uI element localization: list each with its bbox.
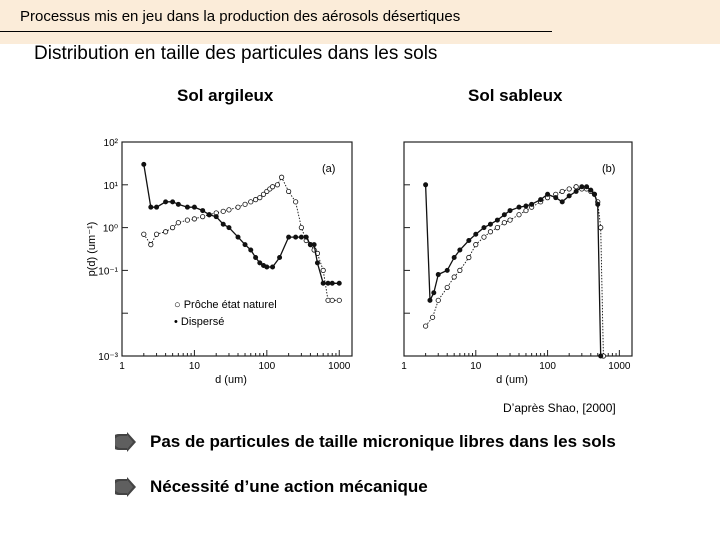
data-point-disperse (482, 226, 486, 230)
x-tick-label: 100 (539, 361, 556, 372)
slide-subtitle: Distribution en taille des particules dans les sols (34, 43, 438, 64)
data-point-disperse (589, 188, 593, 192)
data-point-disperse (436, 272, 440, 276)
data-point-naturel (508, 218, 512, 222)
data-point-disperse (524, 204, 528, 208)
data-point-disperse (580, 185, 584, 189)
x-tick-label: 1 (401, 361, 407, 372)
data-point-disperse (517, 205, 521, 209)
series-line-disperse (426, 185, 601, 356)
data-point-disperse (432, 291, 436, 295)
data-point-disperse (428, 298, 432, 302)
data-point-disperse (592, 192, 596, 196)
data-point-naturel (337, 298, 341, 302)
data-point-naturel (236, 205, 240, 209)
data-point-naturel (321, 268, 325, 272)
data-point-naturel (330, 298, 334, 302)
arrow-right-circle-icon (115, 477, 137, 497)
data-point-disperse (243, 243, 247, 247)
data-point-disperse (265, 265, 269, 269)
data-point-disperse (326, 281, 330, 285)
data-point-disperse (560, 200, 564, 204)
data-point-naturel (200, 214, 204, 218)
data-point-disperse (227, 226, 231, 230)
data-point-disperse (458, 248, 462, 252)
x-tick-label: 10 (188, 361, 200, 372)
data-point-disperse (294, 235, 298, 239)
data-point-naturel (567, 187, 571, 191)
data-point-disperse (596, 202, 600, 206)
data-point-naturel (293, 200, 297, 204)
data-point-disperse (214, 215, 218, 219)
bullet-text-2: Nécessité d’une action mécanique (150, 477, 428, 496)
data-point-naturel (474, 242, 478, 246)
data-point-naturel (495, 225, 499, 229)
data-point-naturel (275, 183, 279, 187)
arrow-right-circle-icon (115, 432, 137, 452)
panel-title-argileux: Sol argileux (177, 86, 274, 105)
data-point-disperse (221, 222, 225, 226)
header-title: Processus mis en jeu dans la production des aérosols désertiques (20, 8, 461, 25)
data-point-naturel (482, 235, 486, 239)
data-point-disperse (277, 255, 281, 259)
panel-label: (b) (602, 163, 616, 175)
data-point-naturel (326, 298, 330, 302)
bullet-2 (115, 477, 428, 497)
data-point-disperse (171, 200, 175, 204)
x-tick-label: 1 (119, 361, 125, 372)
data-point-disperse (258, 261, 262, 265)
data-point-naturel (502, 221, 506, 225)
data-point-naturel (221, 209, 225, 213)
data-point-disperse (299, 235, 303, 239)
legend-entry: • Dispersé (174, 316, 225, 328)
data-point-naturel (488, 230, 492, 234)
data-point-naturel (517, 213, 521, 217)
data-point-disperse (207, 213, 211, 217)
x-tick-label: 1000 (328, 361, 351, 372)
data-point-naturel (149, 242, 153, 246)
data-point-disperse (192, 205, 196, 209)
data-point-disperse (330, 281, 334, 285)
data-point-disperse (495, 218, 499, 222)
plot-frame-0 (122, 142, 352, 356)
data-point-disperse (270, 265, 274, 269)
data-point-disperse (424, 183, 428, 187)
data-point-disperse (315, 261, 319, 265)
data-point-disperse (599, 354, 603, 358)
source-citation: D’après Shao, [2000] (503, 401, 616, 415)
data-point-naturel (142, 232, 146, 236)
data-point-naturel (436, 298, 440, 302)
data-point-naturel (599, 225, 603, 229)
data-point-disperse (201, 208, 205, 212)
data-point-naturel (423, 324, 427, 328)
data-point-disperse (508, 208, 512, 212)
data-point-naturel (227, 208, 231, 212)
data-point-disperse (567, 194, 571, 198)
y-tick-label: 10¹ (103, 180, 118, 192)
data-point-naturel (560, 189, 564, 193)
data-point-disperse (154, 205, 158, 209)
data-point-disperse (304, 235, 308, 239)
data-point-disperse (445, 268, 449, 272)
data-point-disperse (502, 213, 506, 217)
data-point-disperse (574, 189, 578, 193)
data-point-disperse (467, 238, 471, 242)
data-point-naturel (185, 218, 189, 222)
data-point-naturel (524, 208, 528, 212)
data-point-naturel (458, 268, 462, 272)
x-axis-label: d (um) (496, 374, 528, 386)
data-point-naturel (243, 202, 247, 206)
bullet-text-1: Pas de particules de taille micronique libres dans les sols (150, 432, 616, 451)
data-point-naturel (163, 230, 167, 234)
y-tick-label: 10⁻³ (98, 352, 118, 363)
data-point-disperse (236, 235, 240, 239)
data-point-disperse (185, 205, 189, 209)
data-point-naturel (249, 200, 253, 204)
series-line-naturel (426, 187, 604, 356)
data-point-disperse (337, 281, 341, 285)
data-point-disperse (539, 198, 543, 202)
data-point-naturel (192, 217, 196, 221)
data-point-naturel (176, 221, 180, 225)
data-point-disperse (474, 232, 478, 236)
data-point-naturel (452, 275, 456, 279)
y-tick-label: 10² (103, 138, 118, 149)
data-point-naturel (286, 189, 290, 193)
data-point-disperse (321, 281, 325, 285)
data-point-naturel (574, 185, 578, 189)
data-point-disperse (488, 222, 492, 226)
data-point-disperse (312, 243, 316, 247)
x-tick-label: 10 (470, 361, 482, 372)
data-point-disperse (163, 200, 167, 204)
data-point-naturel (253, 197, 257, 201)
data-point-naturel (279, 175, 283, 179)
data-point-disperse (530, 202, 534, 206)
y-tick-label: 10⁻¹ (98, 266, 118, 278)
data-point-disperse (545, 192, 549, 196)
plot-frame-1 (404, 142, 632, 356)
panel-label: (a) (322, 163, 336, 175)
legend-entry: ○ Prôche état naturel (174, 299, 277, 311)
data-point-naturel (154, 232, 158, 236)
y-tick-label: 10⁰ (102, 223, 118, 235)
y-axis-label: p(d) (um⁻¹) (86, 221, 98, 277)
data-point-naturel (270, 185, 274, 189)
data-point-naturel (445, 285, 449, 289)
data-point-disperse (554, 196, 558, 200)
x-tick-label: 1000 (608, 361, 631, 372)
series-line-disperse (144, 164, 339, 283)
bullet-1 (115, 432, 616, 452)
series-line-naturel (144, 177, 339, 300)
data-point-disperse (142, 162, 146, 166)
x-tick-label: 100 (258, 361, 276, 372)
data-point-disperse (254, 255, 258, 259)
data-point-disperse (287, 235, 291, 239)
data-point-disperse (149, 205, 153, 209)
data-point-disperse (176, 202, 180, 206)
data-point-disperse (585, 185, 589, 189)
data-point-naturel (170, 225, 174, 229)
panel-title-sableux: Sol sableux (468, 86, 563, 105)
data-point-naturel (258, 195, 262, 199)
data-point-naturel (430, 315, 434, 319)
data-point-disperse (249, 248, 253, 252)
x-axis-label: d (um) (215, 374, 247, 386)
data-point-disperse (452, 255, 456, 259)
data-point-naturel (467, 255, 471, 259)
data-point-naturel (299, 225, 303, 229)
